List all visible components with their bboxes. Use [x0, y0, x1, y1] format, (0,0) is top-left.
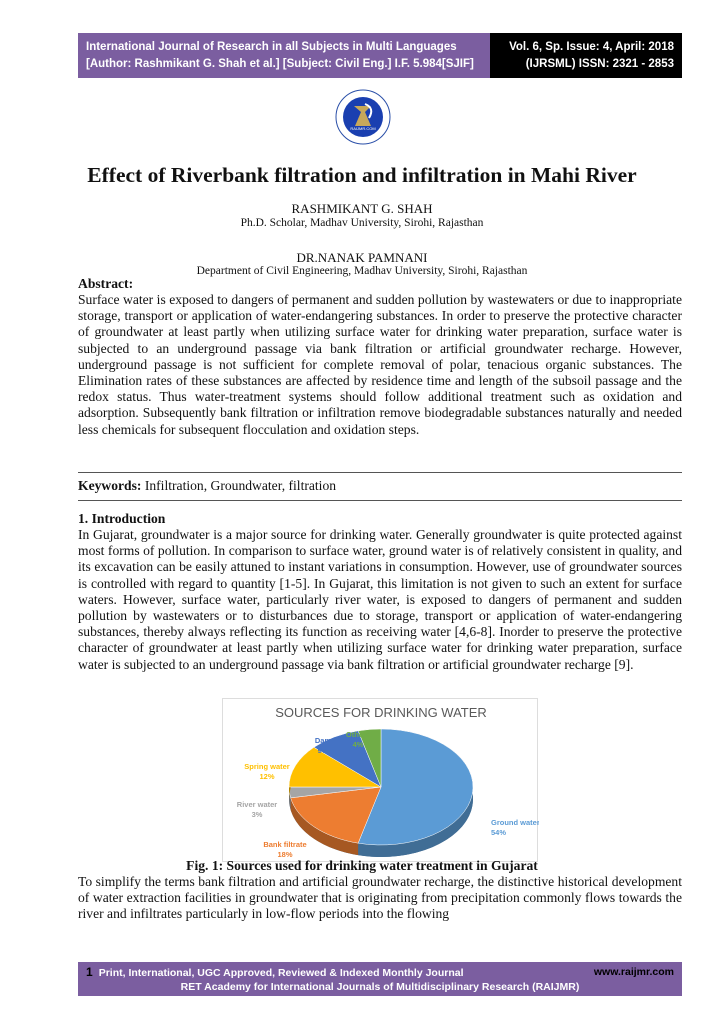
author-subject-line: [Author: Rashmikant G. Shah et al.] [Subject: Civil Eng.] I.F. 5.984[SJIF]: [86, 58, 474, 70]
journal-name: International Journal of Research in all Subjects in Multi Languages: [86, 41, 457, 53]
footer-publisher: RET Academy for International Journals of Multidisciplinary Research (RAIJMR): [180, 981, 580, 993]
data-label-dam: 9%: [317, 746, 329, 755]
paper-title: Effect of Riverbank filtration and infiltration in Mahi River: [87, 163, 637, 187]
divider: [78, 472, 682, 473]
data-label-bank-filtrate: 18%: [277, 850, 293, 859]
footer-journal-type: Print, International, UGC Approved, Reviewed & Indexed Monthly Journal: [98, 967, 464, 979]
data-label-spring-water: 12%: [259, 772, 275, 781]
journal-header: [78, 33, 682, 78]
author-1-affiliation: Ph.D. Scholar, Madhav University, Sirohi, Rajasthan: [240, 217, 484, 229]
divider: [78, 500, 682, 501]
category-label-river-water: River water: [236, 800, 278, 809]
data-label-river-water: 3%: [251, 810, 263, 819]
category-label-ground-water: Ground water: [491, 818, 539, 827]
author-2-affiliation: Department of Civil Engineering, Madhav University, Sirohi, Rajasthan: [196, 265, 528, 277]
footer-url[interactable]: www.raijmr.com: [593, 966, 674, 978]
category-label-spring-water: Spring water: [244, 762, 290, 771]
abstract-body: Surface water is exposed to dangers of permanent and sudden pollution by wastewaters or due to inappropriate storage, transport or application of water-endangering substances. In order to preserve the protective character of groundwater at least partly when utilizing surface water for drinking water preparation, surface water is subjected to an underground passage via bank filtration or artificial groundwater recharge. However, underground passage is not sufficient for complete removal of polar, tenacious organic substances. The Elimination rates of these substances are affected by residence time and length of the subsoil passage and the redox status. Thus water-treatment systems should follow additional treatment such as oxidation and adsorption. Subsequently bank filtration or infiltration remove biodegradable substances naturally and needed less chemicals for subsequent flocculation and oxidation steps.: [78, 292, 682, 437]
chart-title: SOURCES FOR DRINKING WATER: [275, 705, 487, 720]
abstract-heading: Abstract:: [78, 276, 134, 291]
keywords-value: Infiltration, Groundwater, filtration: [141, 478, 337, 493]
body-continuation: To simplify the terms bank filtration and artificial groundwater recharge, the distinctive historical development of water extraction facilities in groundwater that is originating from precipitation commonly flows towards the river and infiltrates particularly in low-flow periods into the flowing: [78, 874, 682, 922]
journal-footer: [78, 962, 682, 996]
category-label-bank-filtrate: Bank filtrate: [263, 840, 307, 849]
pie-chart-figure: [222, 698, 538, 862]
journal-header-right: [490, 33, 682, 78]
author-1-name: RASHMIKANT G. SHAH: [291, 201, 433, 216]
keywords-label: Keywords:: [78, 478, 142, 493]
raijmr-logo: [335, 88, 391, 146]
journal-header-left: [78, 33, 490, 78]
category-label-others: Others: [345, 730, 371, 739]
intro-heading: 1. Introduction: [78, 511, 166, 526]
svg-text:RAIJMR.COM: RAIJMR.COM: [350, 126, 376, 131]
keywords: [78, 478, 682, 494]
intro-body: In Gujarat, groundwater is a major source for drinking water. Generally groundwater is quite protected against most forms of pollution. In comparison to surface water, ground water is of relatively consistent in quality, and its excavation can be easily attuned to instant variations in consumption. However, use of groundwater sources is controlled with regard to quantity [1-5]. In Gujarat, this limitation is not given to such an extent for surface waters. However, surface water, particularly river water, is exposed to dangers of permanent and sudden pollution by wastewaters or to disturbances due to storage, transport or application of water-endangering substances, thereby always reflecting its function as receiving water [4,6-8]. Inorder to preserve the protective character of groundwater at least partly when utilizing surface water for drinking water preparation, surface water is subjected to an underground passage via bank filtration or artificial groundwater recharge [9].: [78, 527, 682, 672]
pie-chart: [223, 699, 539, 863]
figure-caption: Fig. 1: Sources used for drinking water treatment in Gujarat: [186, 858, 538, 873]
data-label-ground-water: 54%: [491, 828, 507, 837]
volume-issue: Vol. 6, Sp. Issue: 4, April: 2018: [509, 41, 674, 53]
category-label-dam: Dam: [314, 736, 332, 745]
page-number: 1: [86, 965, 93, 979]
author-2-name: DR.NANAK PAMNANI: [296, 250, 428, 265]
data-label-others: 4%: [352, 740, 364, 749]
issn: (IJRSML) ISSN: 2321 - 2853: [525, 58, 674, 70]
